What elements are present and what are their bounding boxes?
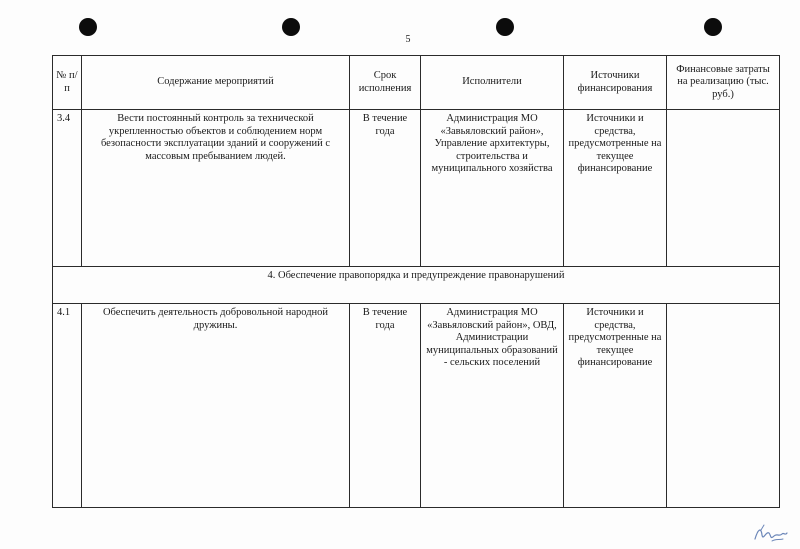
header-content: Содержание мероприятий [82,56,350,110]
table-header-row [53,56,780,110]
row-term: В течение года [350,304,421,508]
row-num: 3.4 [53,110,82,267]
header-term: Срок исполнения [350,56,421,110]
page-number: 5 [405,34,411,45]
section-row [53,267,780,304]
measures-table [52,55,780,508]
header-sources: Источники финансирования [564,56,667,110]
handwritten-signature-icon [752,521,788,545]
row-num: 4.1 [53,304,82,508]
row-sources: Источники и средства, предусмотренные на текущее финансирование [564,304,667,508]
header-costs: Финансовые затраты на реализацию (тыс. руб.) [667,56,780,110]
row-term: В течение года [350,110,421,267]
row-content: Вести постоянный контроль за технической укрепленностью объектов и соблюдением норм безопасности эксплуатации зданий и сооружений с массовым пребыванием людей. [82,110,350,267]
header-num: № п/п [53,56,82,110]
row-costs [667,304,780,508]
table-row [53,304,780,508]
row-executors: Администрация МО «Завьяловский район», Управление архитектуры, строительства и муниципального хозяйства [421,110,564,267]
row-costs [667,110,780,267]
punch-hole [704,18,722,36]
row-executors: Администрация МО «Завьяловский район», ОВД, Администрации муниципальных образований - сельских поселений [421,304,564,508]
punch-hole [282,18,300,36]
row-sources: Источники и средства, предусмотренные на текущее финансирование [564,110,667,267]
row-content: Обеспечить деятельность добровольной народной дружины. [82,304,350,508]
header-executors: Исполнители [421,56,564,110]
punch-hole [79,18,97,36]
punch-hole [496,18,514,36]
section-title: 4. Обеспечение правопорядка и предупреждение правонарушений [53,267,780,304]
table-row [53,110,780,267]
